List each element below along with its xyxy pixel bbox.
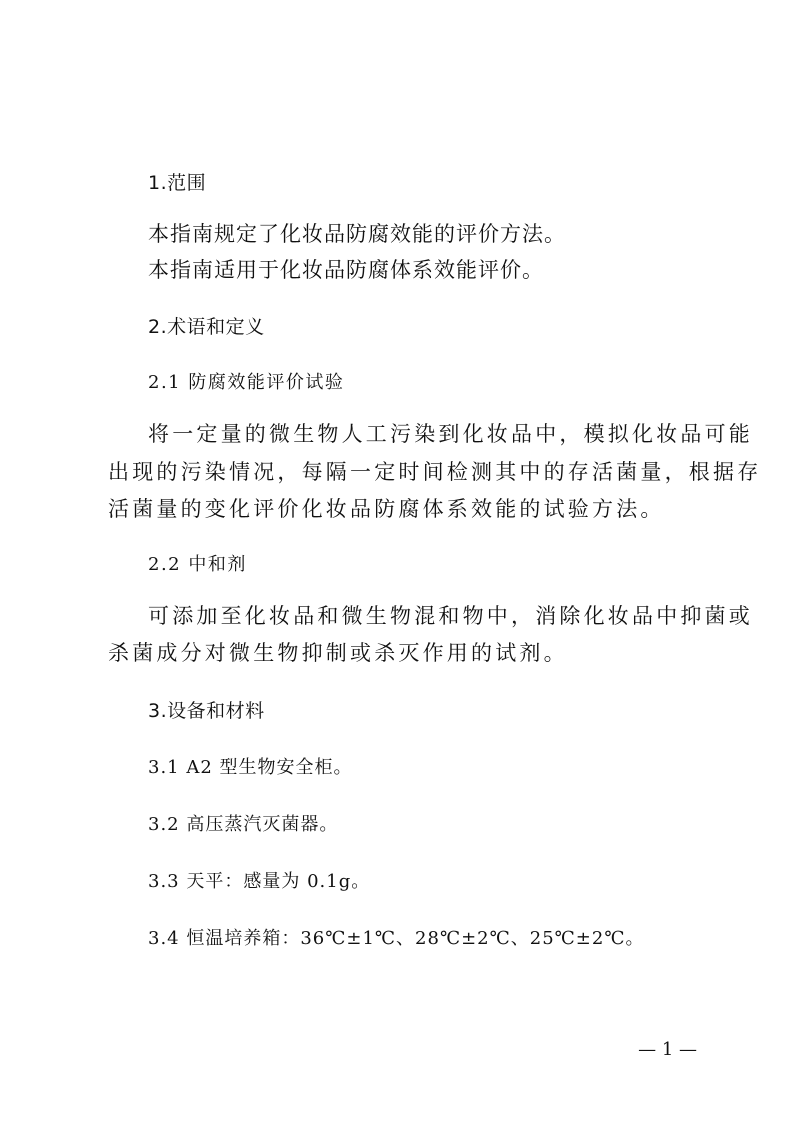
section-3-heading: 3.设备和材料	[148, 700, 265, 722]
subsection-2-1-line-1: 将一定量的微生物人工污染到化妆品中，模拟化妆品可能	[148, 422, 753, 446]
subsection-2-2-line-1: 可添加至化妆品和微生物混和物中，消除化妆品中抑菌或	[148, 604, 753, 628]
equipment-item: 3.2 高压蒸汽灭菌器。	[148, 814, 339, 835]
equipment-item: 3.1 A2 型生物安全柜。	[148, 757, 353, 778]
subsection-2-2-line-2: 杀菌成分对微生物抑制或杀灭作用的试剂。	[108, 641, 568, 665]
subsection-2-1-title: 2.1 防腐效能评价试验	[148, 372, 345, 393]
section-1-line-1: 本指南规定了化妆品防腐效能的评价方法。	[148, 222, 566, 246]
subsection-2-1-line-2: 出现的污染情况，每隔一定时间检测其中的存活菌量，根据存	[108, 460, 762, 484]
page-number: — 1 —	[638, 1039, 697, 1060]
section-1-line-2: 本指南适用于化妆品防腐体系效能评价。	[148, 258, 544, 282]
equipment-item: 3.4 恒温培养箱：36℃±1℃、28℃±2℃、25℃±2℃。	[148, 928, 645, 949]
section-2-heading: 2.术语和定义	[148, 316, 265, 338]
subsection-2-1-line-3: 活菌量的变化评价化妆品防腐体系效能的试验方法。	[108, 497, 665, 521]
section-1-heading: 1.范围	[148, 172, 207, 194]
subsection-2-2-title: 2.2 中和剂	[148, 554, 247, 575]
equipment-item: 3.3 天平：感量为 0.1g。	[148, 871, 371, 892]
